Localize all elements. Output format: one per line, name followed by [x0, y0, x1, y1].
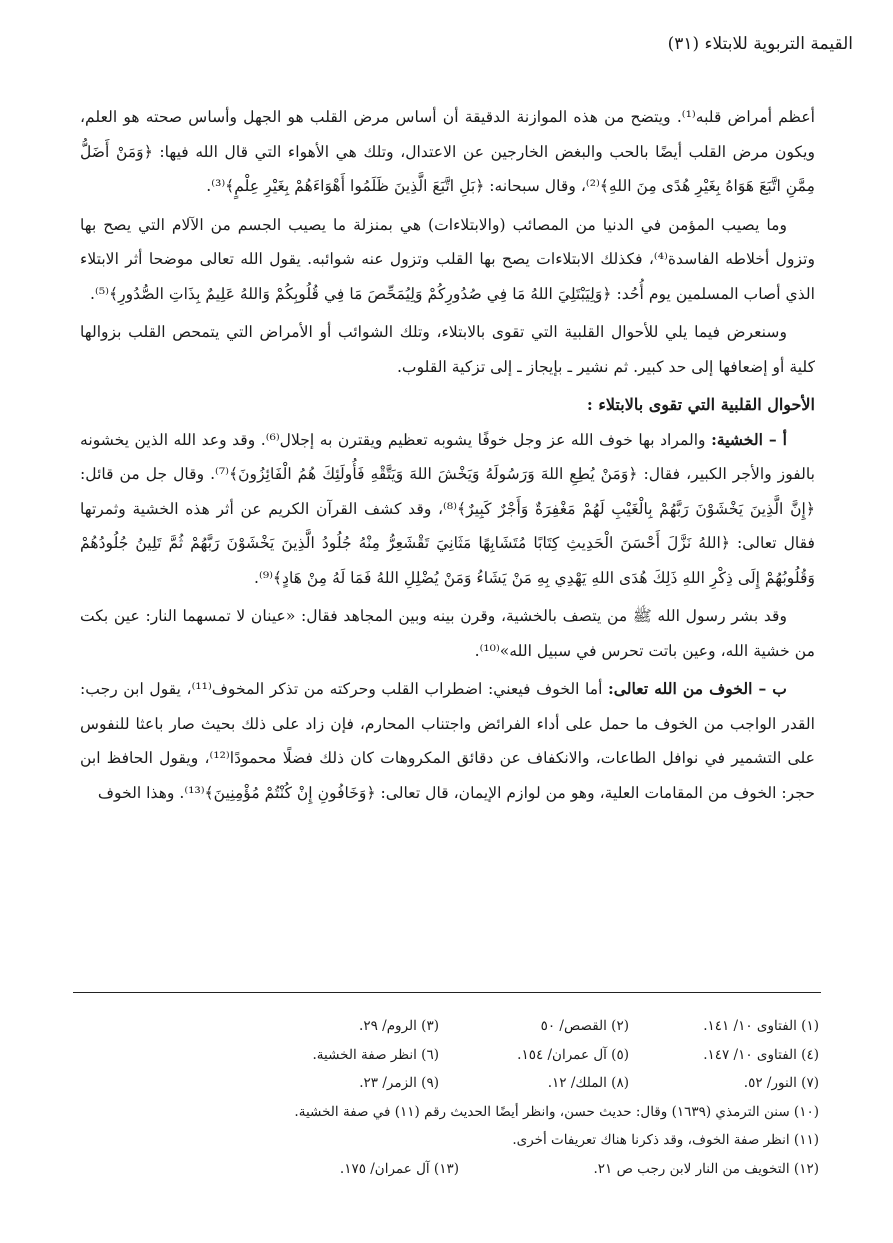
footnote: (٤) الفتاوى ١٠/ ١٤٧. — [703, 1046, 819, 1063]
footnotes — [79, 1012, 819, 1183]
footnote: (٩) الزمر/ ٢٣. — [359, 1075, 439, 1091]
footnote: (١) الفتاوى ١٠/ ١٤١. — [703, 1018, 819, 1034]
footnote-divider — [73, 992, 821, 993]
paragraph: أعظم أمراض قلبه⁽¹⁾. ويتضح من هذه الموازنة الدقيقة أن أساس مرض القلب هو الجهل وأساس صحته هو العلم، ويكون مرض القلب أيضًا بالحب والبغض الخارجين عن الاعتدال، وتلك هي الأهواء التي قال الله فيها: ﴿وَمَنْ أَضَلُّ مِمَّنِ اتَّبَعَ هَوَاهُ بِغَيْرِ هُدًى مِنَ اللهِ﴾⁽²⁾، وقال سبحانه: ﴿بَلِ اتَّبَعَ الَّذِينَ ظَلَمُوا أَهْوَاءَهُمْ بِغَيْرِ عِلْمٍ﴾⁽³⁾. — [80, 108, 815, 195]
footnote-row — [79, 1126, 819, 1155]
header-title: القيمة التربوية للابتلاء — [704, 34, 853, 54]
footnote: (٦) انظر صفة الخشية. — [312, 1046, 439, 1063]
footnote: (١٣) آل عمران/ ١٧٥. — [339, 1160, 459, 1177]
item-lead: أ – الخشية: — [711, 429, 788, 449]
footnote: (٧) النور/ ٥٢. — [743, 1075, 819, 1091]
paragraph: وسنعرض فيما يلي للأحوال القلبية التي تقوى بالابتلاء، وتلك الشوائب أو الأمراض التي يتمحص القلب بزوالها كلية أو إضعافها إلى حد كبير. ثم نشير ـ بإيجاز ـ إلى تزكية القلوب. — [80, 323, 815, 376]
main-text — [80, 100, 815, 814]
footnote: (١١) انظر صفة الخوف، وقد ذكرنا هناك تعريفات أخرى. — [512, 1132, 819, 1148]
footnote-row — [79, 1041, 819, 1070]
item-khashya — [80, 423, 815, 596]
item-khawf — [80, 672, 815, 810]
footnote-row — [79, 1098, 819, 1127]
footnote: (١٠) سنن الترمذي (١٦٣٩) وقال: حديث حسن، وانظر أيضًا الحديث رقم (١١) في صفة الخشية. — [294, 1103, 819, 1120]
footnote: (٣) الروم/ ٢٩. — [359, 1018, 439, 1034]
footnote-row — [79, 1155, 819, 1184]
footnote: (٨) الملك/ ١٢. — [547, 1075, 629, 1091]
footnote-row — [79, 1069, 819, 1098]
item-text: وقد بشر رسول الله ﷺ من يتصف بالخشية، وقرن بينه وبين المجاهد فقال: «عينان لا تمسهما النار: عين بكت من خشية الله، وعين باتت تحرس في سبيل الله»⁽¹⁰⁾. — [80, 607, 815, 660]
item-lead: ب – الخوف من الله تعالى: — [608, 679, 787, 698]
footnote: (١٢) التخويف من النار لابن رجب ص ٢١. — [593, 1160, 819, 1177]
item-text: أما الخوف فيعني: اضطراب القلب وحركته من تذكر المخوف⁽¹¹⁾، يقول ابن رجب: القدر الواجب من الخوف ما حمل على أداء الفرائض واجتناب المحارم، فإن زاد على ذلك بحيث صار باعثا للنفوس على التشمير في نوافل الطاعات، والانكفاف عن دقائق المكروهات كان ذلك فضلًا محمودًا⁽¹²⁾، ويقول الحافظ ابن حجر: الخوف من المقامات العلية، وهو من لوازم الإيمان، قال تعالى: ﴿وَخَافُونِ إِنْ كُنْتُمْ مُؤْمِنِينَ﴾⁽¹³⁾. وهذا الخوف — [80, 680, 815, 802]
footnote: (٥) آل عمران/ ١٥٤. — [517, 1046, 629, 1063]
paragraph: وما يصيب المؤمن في الدنيا من المصائب (والابتلاءات) هي بمنزلة ما يصيب الجسم من الآلام التي يصح بها وتزول أخلاطه الفاسدة⁽⁴⁾، فكذلك الابتلاءات يصح بها القلب وتزول عنه شوائبه. يقول الله تعالى موضحا أثر الابتلاء الذي أصاب المسلمين يوم أُحُد: ﴿وَلِيَبْتَلِيَ اللهُ مَا فِي صُدُورِكُمْ وَلِيُمَحِّصَ مَا فِي قُلُوبِكُمْ وَاللهُ عَلِيمٌ بِذَاتِ الصُّدُورِ﴾⁽⁵⁾. — [80, 215, 816, 303]
item-text: والمراد بها خوف الله عز وجل خوفًا يشوبه تعظيم ويقترن به إجلال⁽⁶⁾. وقد وعد الله الذين يخشونه بالفوز والأجر الكبير، فقال: ﴿وَمَنْ يُطِعِ اللهَ وَرَسُولَهُ وَيَخْشَ اللهَ وَيَتَّقْهِ فَأُولَئِكَ هُمُ الْفَائِزُونَ﴾⁽⁷⁾. وقال جل من قائل: ﴿إِنَّ الَّذِينَ يَخْشَوْنَ رَبَّهُمْ بِالْغَيْبِ لَهُمْ مَغْفِرَةٌ وَأَجْرٌ كَبِيرٌ﴾⁽⁸⁾، وقد كشف القرآن الكريم عن أثر هذه الخشية وثمرتها فقال تعالى: ﴿اللهُ نَزَّلَ أَحْسَنَ الْحَدِيثِ كِتَابًا مُتَشَابِهًا مَثَانِيَ تَقْشَعِرُّ مِنْهُ جُلُودُ الَّذِينَ يَخْشَوْنَ رَبَّهُمْ ثُمَّ تَلِينُ جُلُودُهُمْ وَقُلُوبُهُمْ إِلَى ذِكْرِ اللهِ ذَلِكَ هُدَى اللهِ يَهْدِي بِهِ مَنْ يَشَاءُ وَمَنْ يُضْلِلِ اللهُ فَمَا لَهُ مِنْ هَادٍ﴾⁽⁹⁾. — [80, 430, 815, 587]
page-number: (٣١) — [667, 34, 700, 54]
footnote-row — [79, 1012, 819, 1041]
footnote: (٢) القصص/ ٥٠ — [540, 1018, 629, 1034]
section-heading: الأحوال القلبية التي تقوى بالابتلاء : — [586, 395, 815, 414]
running-header — [533, 34, 853, 54]
paragraph — [80, 599, 815, 668]
